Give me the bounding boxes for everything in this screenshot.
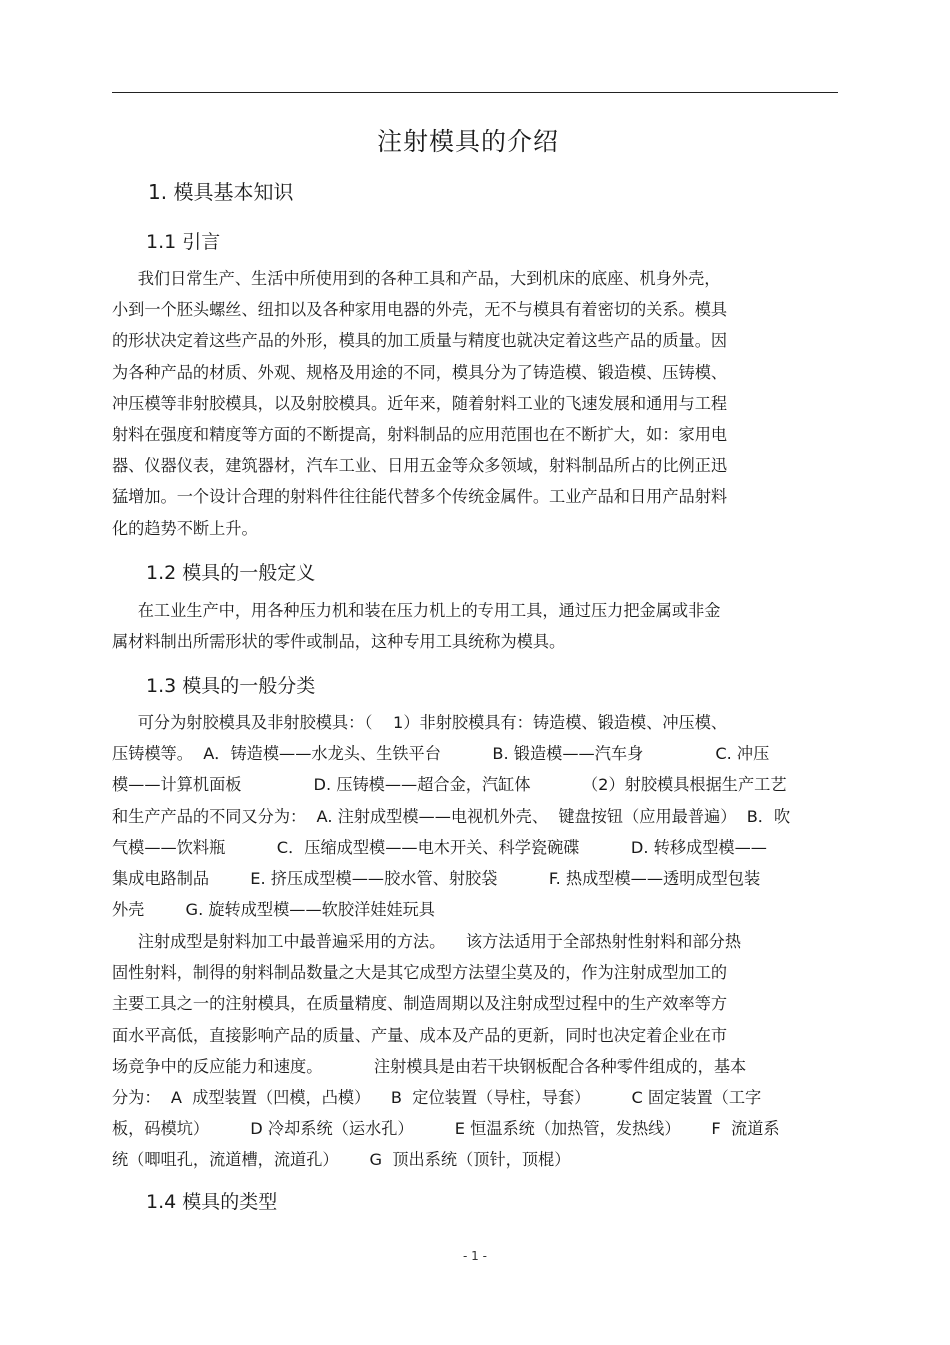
document-title: 注射模具的介绍	[376, 127, 559, 156]
text-line: 的形状决定着这些产品的外形，模具的加工质量与精度也就决定着这些产品的质量。因	[112, 331, 728, 351]
section-heading-1-3: 1.3 模具的一般分类	[146, 675, 316, 697]
paragraph-classification	[112, 707, 838, 925]
page-number: - 1 -	[463, 1249, 487, 1263]
text-line: 我们日常生产、生活中所使用到的各种工具和产品，大到机床的底座、机身外壳，	[112, 269, 721, 288]
text-line: 统（唧咀孔，流道槽，流道孔） G 顶出系统（顶针，顶棍）	[112, 1150, 571, 1170]
text-line: 集成电路制品 E. 挤压成型模——胶水管、射胶袋 F. 热成型模——透明成型包装	[112, 868, 761, 888]
text-line: 注射成型是射料加工中最普遍采用的方法。 该方法适用于全部热射性射料和部分热	[112, 932, 742, 951]
text-line: 气模——饮料瓶 C．压缩成型模——电木开关、科学瓷碗碟 D. 转移成型模——	[112, 837, 767, 857]
section-heading-1-2: 1.2 模具的一般定义	[146, 562, 316, 584]
paragraph-definition	[112, 595, 838, 657]
text-line: 主要工具之一的注射模具，在质量精度、制造周期以及注射成型过程中的生产效率等方	[112, 994, 728, 1014]
text-line: 化的趋势不断上升。	[112, 518, 258, 538]
text-line: 在工业生产中，用各种压力机和装在压力机上的专用工具，通过压力把金属或非金	[112, 601, 721, 620]
paragraph-intro	[112, 263, 838, 544]
text-line: 为各种产品的材质、外观、规格及用途的不同，模具分为了铸造模、锻造模、压铸模、	[112, 362, 728, 382]
text-line: 外壳 G. 旋转成型模——软胶洋娃娃玩具	[112, 900, 435, 920]
text-line: 器、仪器仪表，建筑器材，汽车工业、日用五金等众多领域，射料制品所占的比例正迅	[112, 456, 728, 476]
section-heading-1: 1. 模具基本知识	[148, 180, 294, 204]
text-line: 面水平高低，直接影响产品的质量、产量、成本及产品的更新，同时也决定着企业在市	[112, 1025, 728, 1045]
text-line: 小到一个胚头螺丝、纽扣以及各种家用电器的外壳，无不与模具有着密切的关系。模具	[112, 300, 728, 320]
text-line: 射料在强度和精度等方面的不断提高，射料制品的应用范围也在不断扩大，如：家用电	[112, 424, 728, 444]
text-line: 压铸模等。 A．铸造模——水龙头、生铁平台 B. 锻造模——汽车身 C. 冲压	[112, 744, 770, 764]
section-heading-1-4: 1.4 模具的类型	[146, 1191, 278, 1213]
text-line: 冲压模等非射胶模具，以及射胶模具。近年来，随着射料工业的飞速发展和通用与工程	[112, 393, 728, 413]
section-heading-1-1: 1.1 引言	[146, 231, 221, 253]
text-line: 板，码模坑） D 冷却系统（运水孔） E 恒温系统（加热管，发热线） F 流道系	[112, 1119, 780, 1139]
text-line: 模——计算机面板 D. 压铸模——超合金，汽缸体 （2）射胶模具根据生产工艺	[112, 775, 787, 795]
header-rule	[112, 92, 838, 93]
paragraph-injection	[112, 926, 838, 1176]
text-line: 固性射料，制得的射料制品数量之大是其它成型方法望尘莫及的，作为注射成型加工的	[112, 963, 728, 983]
text-line: 猛增加。一个设计合理的射料件往往能代替多个传统金属件。工业产品和日用产品射料	[112, 487, 728, 507]
text-line: 属材料制出所需形状的零件或制品，这种专用工具统称为模具。	[112, 632, 566, 652]
text-line: 和生产产品的不同又分为： A. 注射成型模——电视机外壳、 键盘按钮（应用最普遍） B．吹	[112, 806, 791, 826]
text-line: 可分为射胶模具及非射胶模具：（ 1）非射胶模具有：铸造模、锻造模、冲压模、	[112, 713, 728, 732]
text-line: 分为： A 成型装置（凹模，凸模） B 定位装置（导柱，导套） C 固定装置（工字	[112, 1087, 762, 1107]
text-line: 场竞争中的反应能力和速度。 注射模具是由若干块钢板配合各种零件组成的，基本	[112, 1056, 747, 1076]
